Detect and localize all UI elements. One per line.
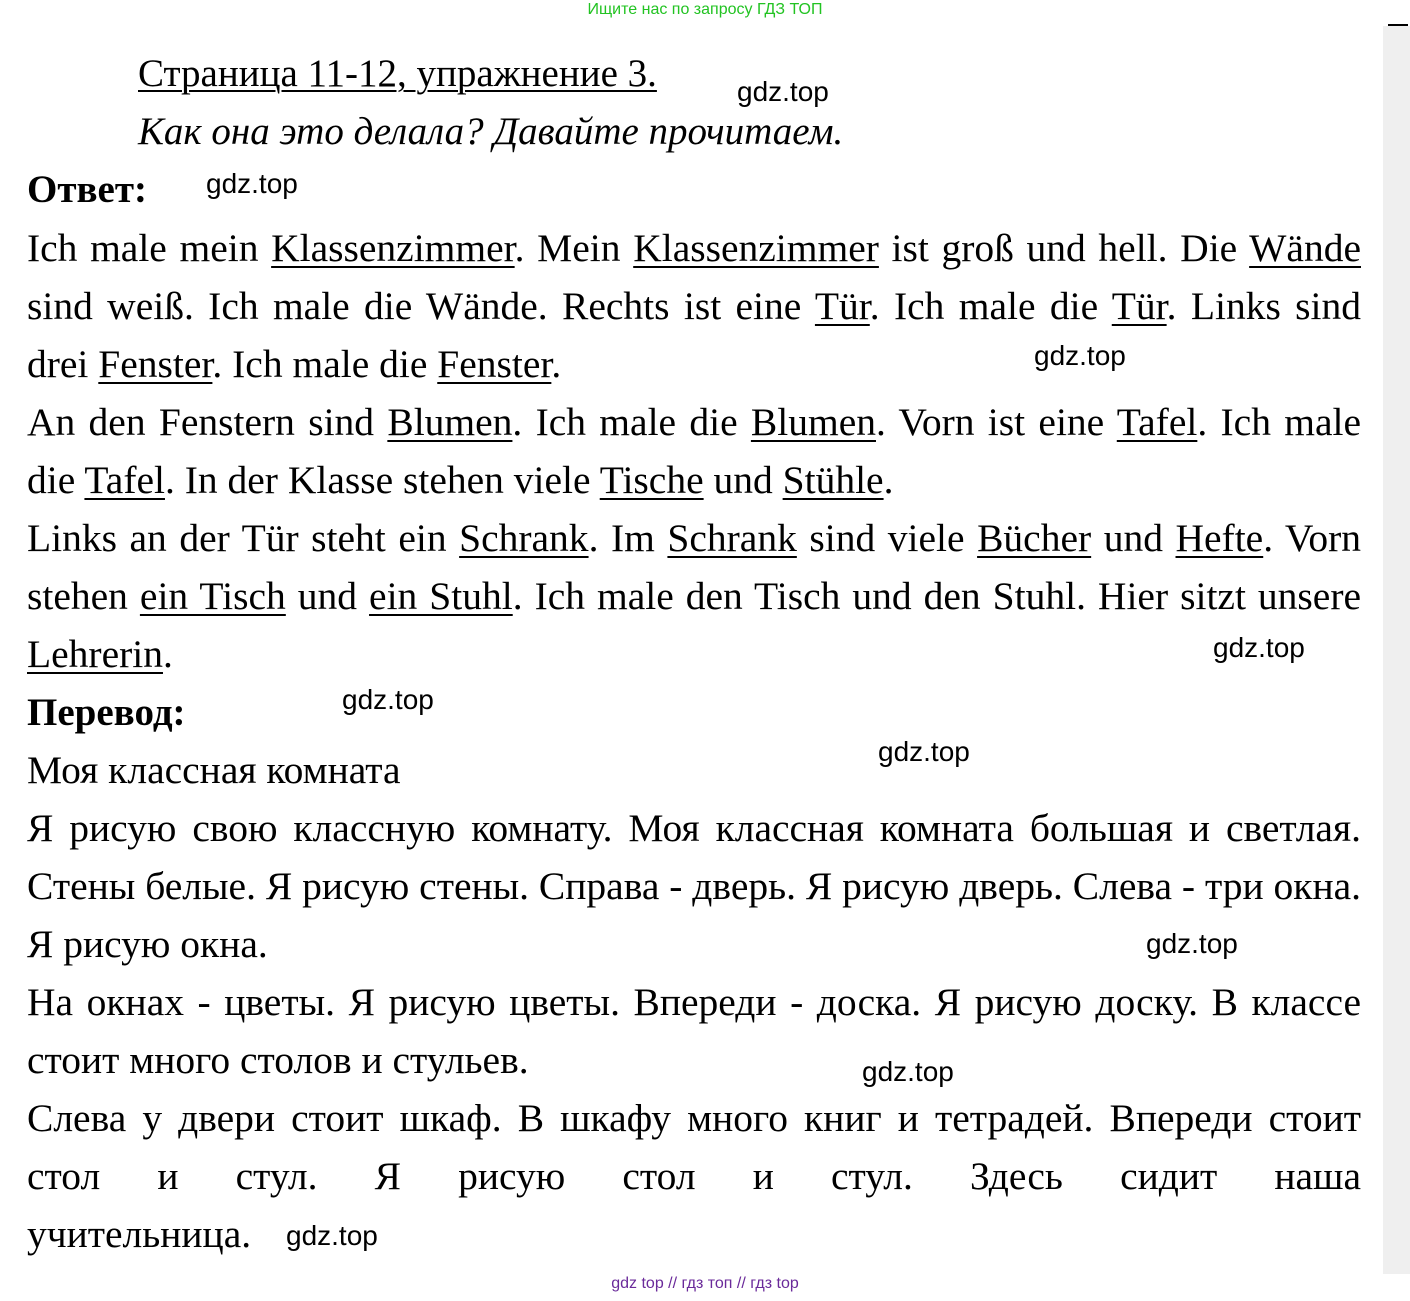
footer-link[interactable]: гдз топ xyxy=(681,1275,733,1292)
footer-separator: // xyxy=(736,1275,746,1292)
underlined-word: Schrank xyxy=(667,516,797,560)
underlined-word: Schrank xyxy=(459,516,589,560)
footer-links xyxy=(0,1275,1410,1293)
answer-heading: Ответ: xyxy=(27,168,148,211)
underlined-word: Wände xyxy=(1249,226,1361,270)
watermark: gdz.top xyxy=(1146,928,1238,959)
watermark: gdz.top xyxy=(737,76,829,107)
underlined-word: ein Stuhl xyxy=(369,574,513,618)
footer-link[interactable]: гдз top xyxy=(750,1275,799,1292)
watermark: gdz.top xyxy=(206,168,298,199)
underlined-word: Lehrerin xyxy=(27,632,163,676)
underlined-word: Fenster xyxy=(98,342,213,386)
watermark: gdz.top xyxy=(1034,340,1126,371)
german-paragraph-1: Ich male mein Klassenzimmer. Mein Klassenzimmer ist groß und hell. Die Wände sind weiß. Ich male die Wände. Rechts ist eine Tür. Ich male die Tür. Links sind drei Fenster. Ich male die Fenster. xyxy=(27,226,1361,386)
underlined-word: Tür xyxy=(814,284,870,328)
russian-title: Моя классная комната xyxy=(27,748,401,792)
footer-separator: // xyxy=(668,1275,678,1292)
underlined-word: Tafel xyxy=(84,458,165,502)
page-title: Страница 11-12, упражнение 3. xyxy=(138,52,657,95)
watermark: gdz.top xyxy=(878,736,970,767)
footer-link[interactable]: gdz top xyxy=(611,1275,664,1292)
underlined-word: Klassenzimmer xyxy=(633,226,879,270)
underlined-word: Blumen xyxy=(750,400,876,444)
underlined-word: Tafel xyxy=(1116,400,1198,444)
underlined-word: Stühle xyxy=(782,458,884,502)
watermark: gdz.top xyxy=(286,1220,378,1251)
underlined-word: Klassenzimmer xyxy=(271,226,515,270)
underlined-word: Blumen xyxy=(387,400,513,444)
watermark: gdz.top xyxy=(862,1056,954,1087)
underlined-word: Hefte xyxy=(1175,516,1264,560)
german-paragraph-2: An den Fenstern sind Blumen. Ich male die Blumen. Vorn ist eine Tafel. Ich male die Tafel. In der Klasse stehen viele Tische und Stühle. xyxy=(27,400,1361,502)
german-paragraph-3: Links an der Tür steht ein Schrank. Im Schrank sind viele Bücher und Hefte. Vorn stehen ein Tisch und ein Stuhl. Ich male den Tisch und den Stuhl. Hier sitzt unsere Lehrerin. xyxy=(27,516,1362,676)
underlined-word: Fenster xyxy=(437,342,552,386)
translation-heading: Перевод: xyxy=(27,691,186,734)
russian-paragraph-3: Слева у двери стоит шкаф. В шкафу много книг и тетрадей. Впереди стоит стол и стул. Я рисую стол и стул. Здесь сидит наша xyxy=(27,1096,1361,1198)
watermark: gdz.top xyxy=(1213,632,1305,663)
russian-paragraph-2: На окнах - цветы. Я рисую цветы. Впереди - доска. Я рисую доску. В классе стоит много столов и стульев. xyxy=(27,980,1361,1082)
russian-paragraph-3-end: учительница. xyxy=(27,1212,252,1256)
top-banner[interactable]: Ищите нас по запросу ГДЗ ТОП xyxy=(587,1,823,18)
russian-paragraph-1: Я рисую свою классную комнату. Моя классная комната большая и светлая. Стены белые. Я рисую стены. Справа - дверь. Я рисую дверь. Слева - три окна. Я рисую окна. xyxy=(27,806,1361,966)
underlined-word: ein Tisch xyxy=(139,574,286,618)
underlined-word: Tür xyxy=(1111,284,1167,328)
corner-mark xyxy=(1388,24,1408,26)
underlined-word: Bücher xyxy=(977,516,1092,560)
scrollbar[interactable] xyxy=(1383,26,1410,1274)
subtitle: Как она это делала? Давайте прочитаем. xyxy=(138,110,844,153)
watermark: gdz.top xyxy=(342,684,434,715)
underlined-word: Tische xyxy=(599,458,704,502)
